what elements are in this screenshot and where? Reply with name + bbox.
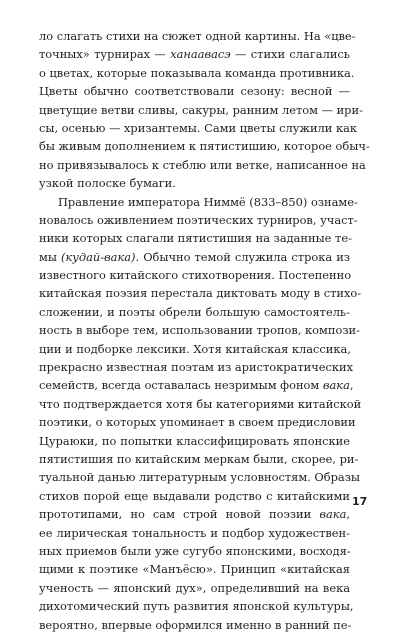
text-line: прекрасно известная поэтам из аристократических <box>39 360 354 375</box>
text-line: дихотомический путь развития японской культуры, <box>39 599 354 614</box>
text-line: семейств, всегда оставалась незримым фоном вака, <box>39 378 354 393</box>
text-line: туальной данью литературным условностям. Образы <box>39 470 360 485</box>
text-line: что подтверждается хотя бы категориями китайской <box>39 396 362 411</box>
text-line: Цветы обычно соответствовали сезону: весной — <box>39 84 350 99</box>
text-line: новалось оживлением поэтических турниров, участ- <box>39 212 358 227</box>
text-line: пятистишия по китайским меркам были, скорее, ри- <box>39 451 359 466</box>
text-line: китайская поэзия перестала диктовать моду в стихо- <box>39 286 362 301</box>
page-number: 17 <box>352 495 368 508</box>
text-line: ученость — японский дух», определивший на века <box>39 580 350 595</box>
text-line: ло слагать стихи на сюжет одной картины. На «цве- <box>39 29 356 43</box>
text-line: точных» турнирах — ханаавасэ — стихи слагались <box>39 47 350 62</box>
text-line: бы живым дополнением к пятистишию, которое обыч- <box>39 139 370 154</box>
text-line: о цветах, которые показывала команда противника. <box>39 65 355 80</box>
text-line: прототипами, но сам строй новой поэзии вака, <box>39 507 350 522</box>
text-line: цветущие ветви сливы, сакуры, ранним летом — ири- <box>39 102 363 117</box>
text-line: ее лирическая тональность и подбор художествен- <box>39 525 350 540</box>
text-line: ции и подборке лексики. Хотя китайская классика, <box>39 341 351 356</box>
text-line: сы, осенью — хризантемы. Сами цветы служили как <box>39 120 358 135</box>
text-line: вероятно, впервые оформился именно в ранний пе- <box>39 617 352 632</box>
text-line: поэтики, о которых упоминает в своем предисловии <box>39 415 356 430</box>
text-line: ность в выборе тем, использовании тропов, компози- <box>39 323 361 338</box>
text-line: узкой полоске бумаги. <box>39 176 176 191</box>
text-line: щими к поэтике «Манъёсю». Принцип «китайская <box>39 562 350 577</box>
text-line: Цураюки, по попытки классифицировать японские <box>39 433 350 448</box>
text-line: стихов порой еще выдавали родство с китайскими <box>39 488 350 503</box>
text-line: ных приемов были уже сугубо японскими, восходя- <box>39 543 351 558</box>
text-line: Правление императора Ниммё (833–850) ознаме- <box>58 194 358 209</box>
text-line: мы (кудай-вака). Обычно темой служила строка из <box>39 249 351 264</box>
text-line: известного китайского стихотворения. Постепенно <box>39 268 352 283</box>
text-line: ники которых слагали пятистишия на заданные те- <box>39 231 352 246</box>
text-line: сложении, и поэты обрели большую самостоятель- <box>39 304 350 319</box>
text-line: но привязывалось к стеблю или ветке, написанное на <box>39 157 366 172</box>
